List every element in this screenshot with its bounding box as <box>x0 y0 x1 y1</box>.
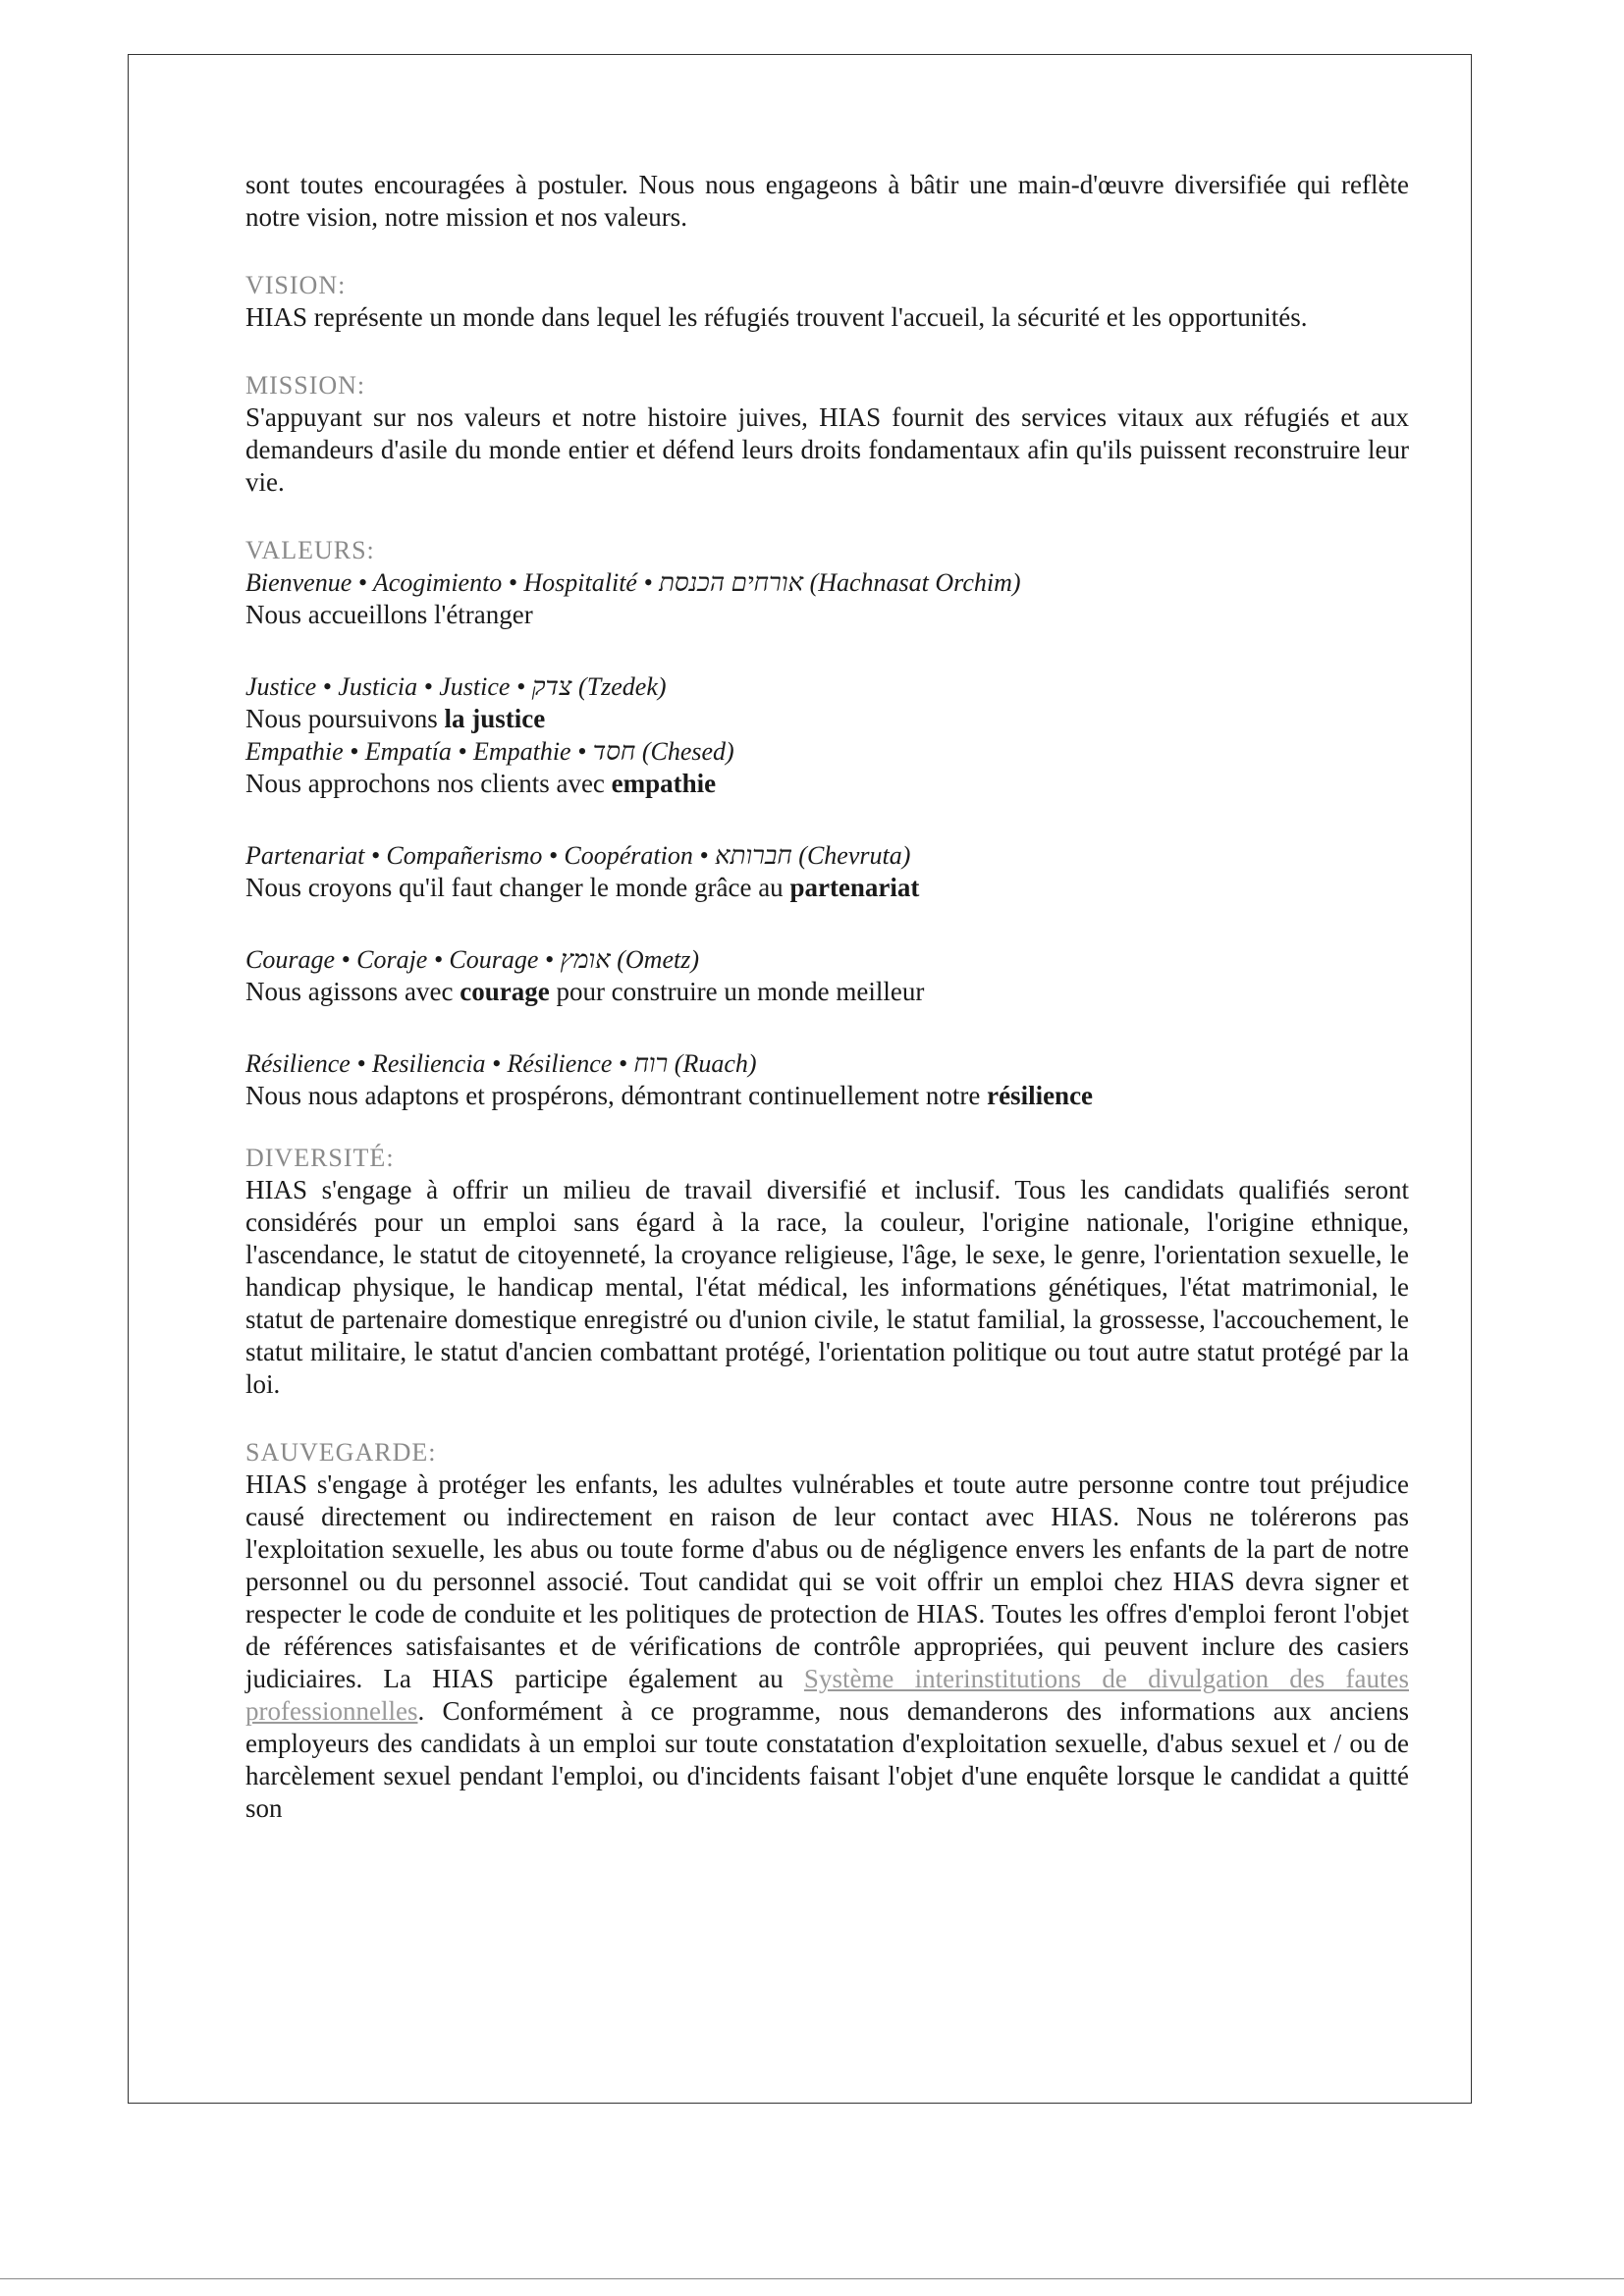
mission-heading: MISSION: <box>245 371 366 400</box>
vision-text: HIAS représente un monde dans lequel les réfugiés trouvent l'accueil, la sécurité et les opportunités. <box>245 302 1308 332</box>
value-title: Partenariat • Compañerismo • Coopération • חברותא (Chevruta) <box>245 841 911 870</box>
value-statement: Nous poursuivons la justice <box>245 704 546 733</box>
value-title: Bienvenue • Acogimiento • Hospitalité • אורחים הכנסת (Hachnasat Orchim) <box>245 568 1021 597</box>
value-statement: Nous accueillons l'étranger <box>245 600 533 629</box>
sauvegarde-heading: SAUVEGARDE: <box>245 1438 437 1467</box>
value-statement: Nous agissons avec courage pour construire un monde meilleur <box>245 977 925 1006</box>
value-item <box>245 839 1409 904</box>
value-item <box>245 735 1409 800</box>
value-item <box>245 670 1409 735</box>
misconduct-disclosure-link[interactable]: Système interinstitutions de divulgation des fautes professionnelles <box>245 1664 1409 1726</box>
diversite-heading: DIVERSITÉ: <box>245 1144 395 1172</box>
value-statement: Nous approchons nos clients avec empathie <box>245 769 717 798</box>
value-title: Résilience • Resiliencia • Résilience • רוח (Ruach) <box>245 1049 757 1078</box>
vision-heading: VISION: <box>245 271 347 299</box>
valeurs-heading: VALEURS: <box>245 536 375 564</box>
value-title: Courage • Coraje • Courage • אומץ (Ometz) <box>245 945 700 974</box>
diversite-text: HIAS s'engage à offrir un milieu de travail diversifié et inclusif. Tous les candidats qualifiés seront considérés pour un emploi sans égard à la race, la couleur, l'origine nationale, l'origine ethnique, l'ascendance, le statut de citoyenneté, la croyance religieuse, l'âge, le sexe, le genre, l'orientation sexuelle, le handicap physique, le handicap mental, l'état médical, les informations génétiques, l'état matrimonial, le statut de partenaire domestique enregistré ou d'union civile, le statut familial, la grossesse, l'accouchement, le statut militaire, le statut d'ancien combattant protégé, l'orientation politique ou tout autre statut protégé par la loi. <box>245 1175 1409 1399</box>
mission-text: S'appuyant sur nos valeurs et notre histoire juives, HIAS fournit des services vitaux aux réfugiés et aux demandeurs d'asile du monde entier et défend leurs droits fondamentaux afin qu'ils puissent reconstruire leur vie. <box>245 402 1409 497</box>
page-bottom-edge <box>0 2278 1624 2279</box>
sauvegarde-text: HIAS s'engage à protéger les enfants, les adultes vulnérables et toute autre personne contre tout préjudice causé directement ou indirectement en raison de leur contact avec HIAS. Nous ne tolérerons pas l'exploitation sexuelle, les abus ou toute forme d'abus ou de négligence envers les enfants de la part de notre personnel ou du personnel associé. Tout candidat qui se voit offrir un emploi chez HIAS devra signer et respecter le code de conduite et les politiques de protection de HIAS. Toutes les offres d'emploi feront l'objet de références satisfaisantes et de vérifications de contrôle appropriées, qui peuvent inclure des casiers judiciaires. La HIAS participe également au Système interinstitutions de divulgation des fautes professionnelles. Conformément à ce programme, nous demanderons des informations aux anciens employeurs des candidats à un emploi sur toute constatation d'exploitation sexuelle, d'abus sexuel et / ou de harcèlement sexuel pendant l'emploi, ou d'incidents faisant l'objet d'une enquête lorsque le candidat a quitté son <box>245 1469 1409 1823</box>
value-item <box>245 566 1409 631</box>
value-statement: Nous nous adaptons et prospérons, démontrant continuellement notre résilience <box>245 1081 1094 1110</box>
value-title: Empathie • Empatía • Empathie • חסד (Chesed) <box>245 737 734 766</box>
value-item <box>245 943 1409 1008</box>
value-title: Justice • Justicia • Justice • צדק (Tzedek) <box>245 672 667 701</box>
intro-paragraph: sont toutes encouragées à postuler. Nous nous engageons à bâtir une main-d'œuvre diversifiée qui reflète notre vision, notre mission et nos valeurs. <box>245 170 1409 232</box>
value-item <box>245 1047 1409 1112</box>
document-body <box>245 169 1409 1825</box>
value-statement: Nous croyons qu'il faut changer le monde grâce au partenariat <box>245 873 920 902</box>
